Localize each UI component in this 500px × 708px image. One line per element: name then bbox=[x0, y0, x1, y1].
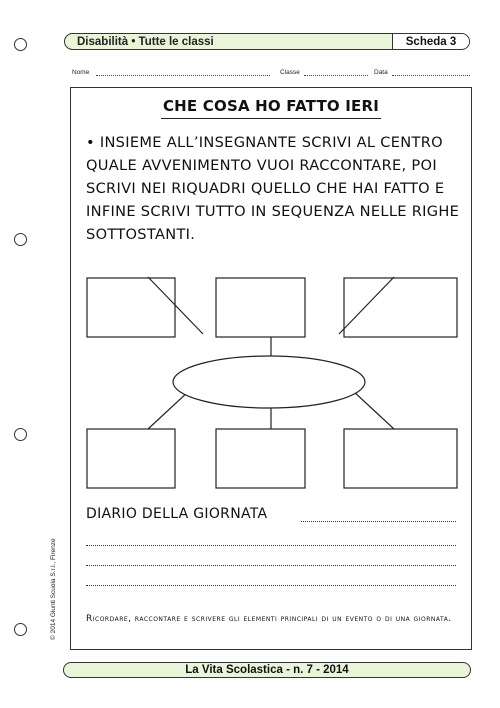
connector-top-right bbox=[339, 277, 394, 334]
date-field[interactable] bbox=[392, 74, 470, 76]
name-field[interactable] bbox=[96, 74, 270, 76]
footer-bar bbox=[63, 662, 471, 678]
date-label: Data bbox=[374, 69, 388, 76]
box-top-left[interactable] bbox=[87, 278, 175, 337]
worksheet-frame bbox=[70, 87, 472, 650]
copyright-notice: © 2014 Giunti Scuola S.r.l., Firenze bbox=[50, 538, 57, 640]
instruction-text: • INSIEME ALL’INSEGNANTE SCRIVI AL CENTRO QUALE AVVENIMENTO VUOI RACCONTARE, POI SCRIVI NEI RIQUADRI QUELLO CHE HAI FATTO E INFINE SCRIVI TUTTO IN SEQUENZA NELLE RIGHE SOTTOSTANTI. bbox=[86, 134, 460, 243]
footer-text: La Vita Scolastica - n. 7 - 2014 bbox=[185, 664, 349, 676]
binder-hole-top bbox=[14, 38, 27, 51]
diary-line-3[interactable] bbox=[86, 564, 456, 566]
box-bottom-left[interactable] bbox=[87, 429, 175, 488]
box-top-middle[interactable] bbox=[216, 278, 305, 337]
student-info-line bbox=[72, 69, 472, 81]
diary-line-1[interactable] bbox=[301, 520, 456, 522]
learning-goal-text: Ricordare, raccontare e scrivere gli elementi principali di un evento o di una giornata. bbox=[86, 614, 452, 624]
binder-hole-lower-middle bbox=[14, 428, 27, 441]
diary-line-2[interactable] bbox=[86, 544, 456, 546]
header-title: Disabilità • Tutte le classi bbox=[77, 35, 214, 48]
binder-hole-upper-middle bbox=[14, 233, 27, 246]
header-bar bbox=[64, 33, 470, 50]
box-bottom-right[interactable] bbox=[344, 429, 457, 488]
worksheet-title: CHE COSA HO FATTO IERI bbox=[162, 97, 380, 115]
name-label: Nome bbox=[72, 69, 90, 76]
binder-hole-bottom bbox=[14, 623, 27, 636]
box-bottom-middle[interactable] bbox=[216, 429, 305, 488]
event-diagram bbox=[71, 88, 471, 508]
diary-line-4[interactable] bbox=[86, 584, 456, 586]
box-top-right[interactable] bbox=[344, 278, 457, 337]
center-event-ellipse[interactable] bbox=[173, 356, 365, 408]
diary-label: DIARIO DELLA GIORNATA bbox=[86, 506, 268, 522]
class-label: Classe bbox=[280, 69, 300, 76]
class-field[interactable] bbox=[304, 74, 368, 76]
sheet-number: Scheda 3 bbox=[392, 34, 469, 49]
